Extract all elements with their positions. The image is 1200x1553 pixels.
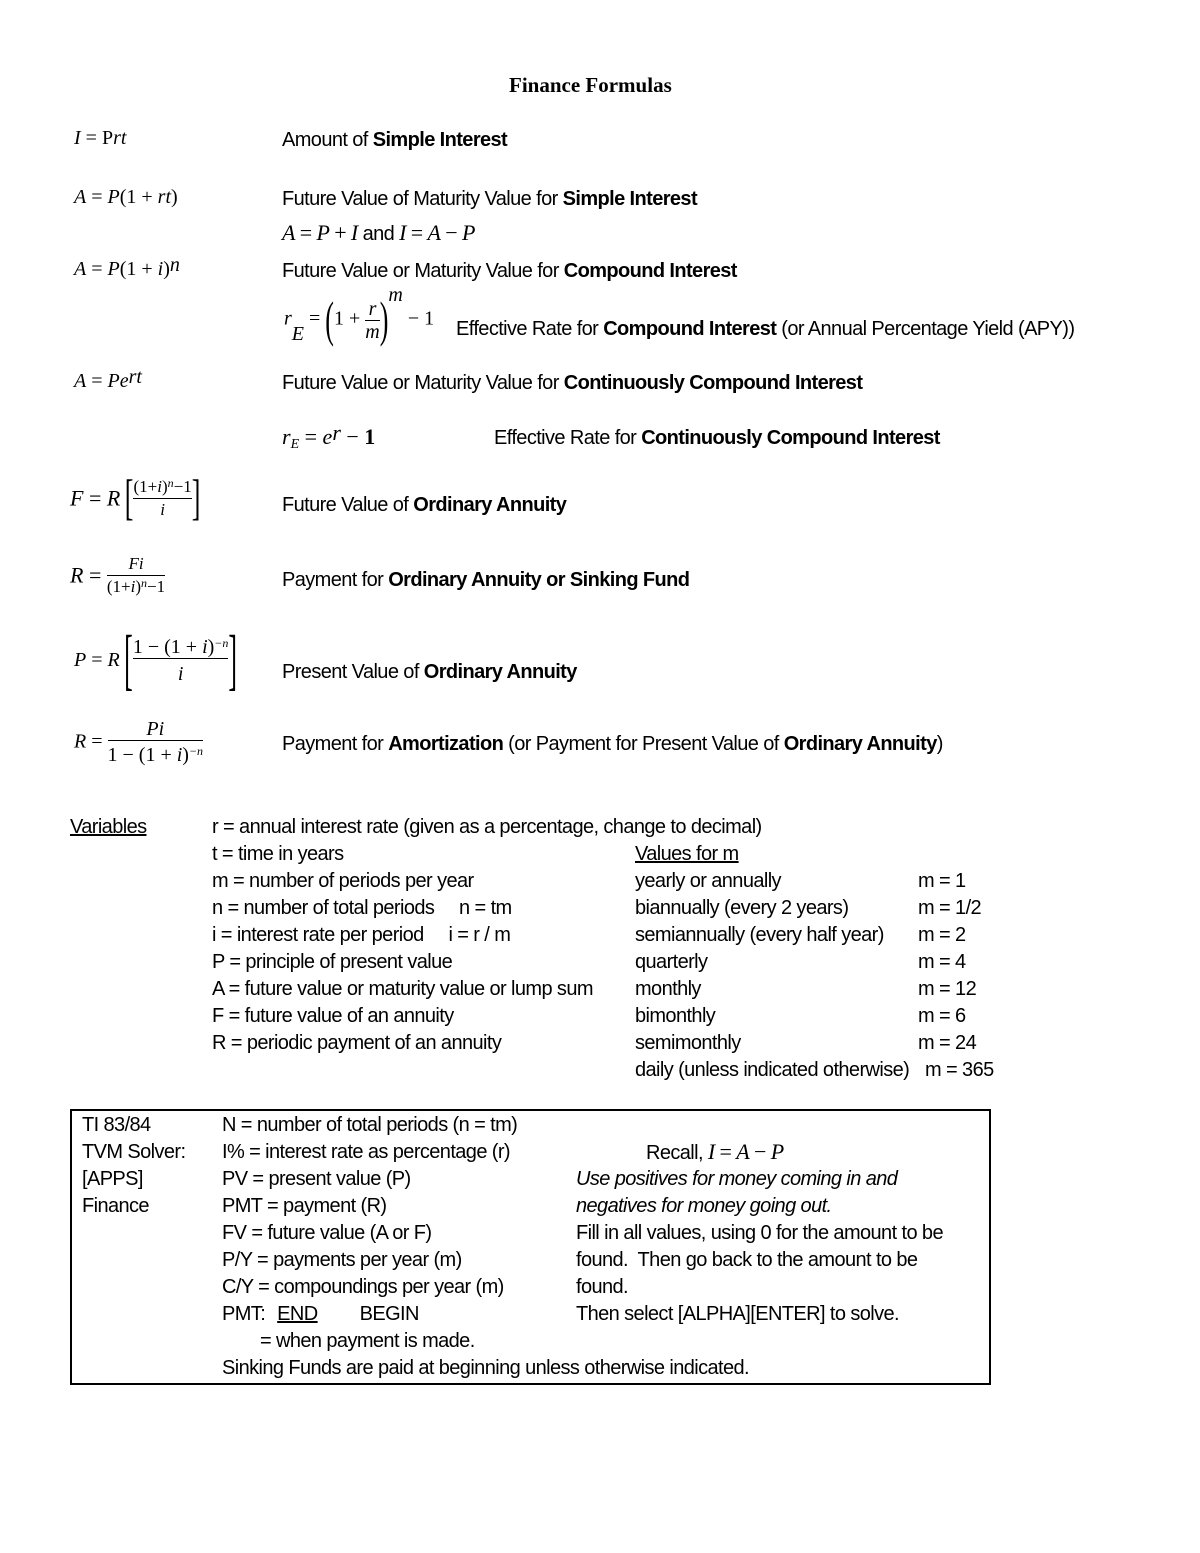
variables-heading: Variables xyxy=(70,816,147,838)
variable-item: r = annual interest rate (given as a percentage, change to decimal) xyxy=(212,816,762,838)
desc-compound-future-value: Future Value or Maturity Value for Compound Interest xyxy=(282,260,737,282)
formula-annuity-present-value: P = R [ $\frac{1 - (1 + i)^{-n}}{i}$ ] xyxy=(74,621,238,697)
formula-annuity-future-value: F = R [ $\frac{(1+i)^n-1}{i}$ ] xyxy=(70,470,201,526)
ti-recall: Recall, I = A − P xyxy=(646,1139,784,1164)
ti-left-label: [APPS] xyxy=(82,1168,143,1190)
desc-amortization-payment: Payment for Amortization (or Payment for Present Value of Ordinary Annuity) xyxy=(282,733,943,755)
ti-sinking-note: Sinking Funds are paid at beginning unless otherwise indicated. xyxy=(222,1357,750,1379)
ti-left-label: TI 83/84 xyxy=(82,1114,151,1136)
variable-item: A = future value or maturity value or lump sum xyxy=(212,978,593,1000)
variable-item: F = future value of an annuity xyxy=(212,1005,454,1027)
ti-pmt-note: = when payment is made. xyxy=(260,1330,475,1352)
ti-instruction: found. xyxy=(576,1276,629,1298)
desc-sinking-fund-payment: Payment for Ordinary Annuity or Sinking Fund xyxy=(282,569,690,591)
ti-field: C/Y = compoundings per year (m) xyxy=(222,1276,504,1298)
desc-annuity-present-value: Present Value of Ordinary Annuity xyxy=(282,661,577,683)
m-value: m = 24 xyxy=(918,1032,977,1054)
relation-a-p-i: A = P + I and I = A − P xyxy=(282,220,475,245)
variable-item: R = periodic payment of an annuity xyxy=(212,1032,502,1054)
ti-field: I% = interest rate as percentage (r) xyxy=(222,1141,510,1163)
desc-simple-future-value: Future Value of Maturity Value for Simple Interest xyxy=(282,188,698,210)
ti-field: PMT = payment (R) xyxy=(222,1195,387,1217)
desc-continuous-future-value: Future Value or Maturity Value for Continuously Compound Interest xyxy=(282,372,863,394)
formula-continuous-effective-rate: $r_E = e^r - 1$ xyxy=(282,420,376,452)
m-value-label: semiannually (every half year) xyxy=(635,924,884,946)
m-value-label: daily (unless indicated otherwise) xyxy=(635,1059,910,1081)
formula-simple-future-value: A = P(1 + rt) xyxy=(74,186,178,208)
m-value-label: quarterly xyxy=(635,951,708,973)
m-value-label: biannually (every 2 years) xyxy=(635,897,849,919)
ti-pmt-mode: PMT: END BEGIN xyxy=(222,1303,419,1325)
desc-annuity-future-value: Future Value of Ordinary Annuity xyxy=(282,494,567,516)
formula-continuous-future-value: $A = Pe^{rt}$ xyxy=(74,366,142,392)
formula-amortization-payment: R = $\frac{Pi}{1 - (1 + i)^{-n}}$ xyxy=(74,718,204,766)
ti-field: N = number of total periods (n = tm) xyxy=(222,1114,518,1136)
desc-continuous-effective-rate: Effective Rate for Continuously Compound Interest xyxy=(494,427,940,449)
ti-instruction: found. Then go back to the amount to be xyxy=(576,1249,918,1271)
ti-field: PV = present value (P) xyxy=(222,1168,411,1190)
variable-item: t = time in years xyxy=(212,843,344,865)
variable-item: n = number of total periods n = tm xyxy=(212,897,512,919)
m-value: m = 2 xyxy=(918,924,966,946)
m-value-label: monthly xyxy=(635,978,701,1000)
variable-item: m = number of periods per year xyxy=(212,870,474,892)
ti-instruction: Fill in all values, using 0 for the amount to be xyxy=(576,1222,943,1244)
ti-sign-note: negatives for money going out. xyxy=(576,1195,832,1217)
desc-simple-interest: Amount of Simple Interest xyxy=(282,129,508,151)
ti-field: P/Y = payments per year (m) xyxy=(222,1249,462,1271)
variable-item: i = interest rate per period i = r / m xyxy=(212,924,511,946)
m-value: m = 6 xyxy=(918,1005,966,1027)
variable-item: P = principle of present value xyxy=(212,951,453,973)
page-title: Finance Formulas xyxy=(509,73,672,97)
and-word: and xyxy=(362,223,395,245)
m-value-label: semimonthly xyxy=(635,1032,741,1054)
m-value: m = 1/2 xyxy=(918,897,982,919)
m-value: m = 4 xyxy=(918,951,966,973)
formula-effective-rate: $r_E = (1$ + $\frac{r}{m}$ )$^m$ − 1 xyxy=(284,284,435,348)
m-value: m = 1 xyxy=(918,870,966,892)
m-value-label: yearly or annually xyxy=(635,870,781,892)
m-values-heading: Values for m xyxy=(635,843,739,865)
formula-sinking-fund-payment: R = $\frac{Fi}{(1+i)^n-1}$ xyxy=(70,554,166,596)
formula-simple-interest: I = Prt xyxy=(74,127,127,149)
ti-instruction: Then select [ALPHA][ENTER] to solve. xyxy=(576,1303,899,1325)
m-value-label: bimonthly xyxy=(635,1005,716,1027)
ti-left-label: Finance xyxy=(82,1195,149,1217)
ti-left-label: TVM Solver: xyxy=(82,1141,186,1163)
pmt-end-option: END xyxy=(277,1303,318,1325)
pmt-begin-option: BEGIN xyxy=(359,1303,419,1325)
m-value: m = 365 xyxy=(925,1059,994,1081)
ti-field: FV = future value (A or F) xyxy=(222,1222,432,1244)
ti-sign-note: Use positives for money coming in and xyxy=(576,1168,898,1190)
formula-compound-future-value: $A = P(1 + i)^n$ xyxy=(74,254,180,280)
m-value: m = 12 xyxy=(918,978,977,1000)
desc-effective-rate: Effective Rate for Compound Interest (or Annual Percentage Yield (APY)) xyxy=(456,318,1075,340)
